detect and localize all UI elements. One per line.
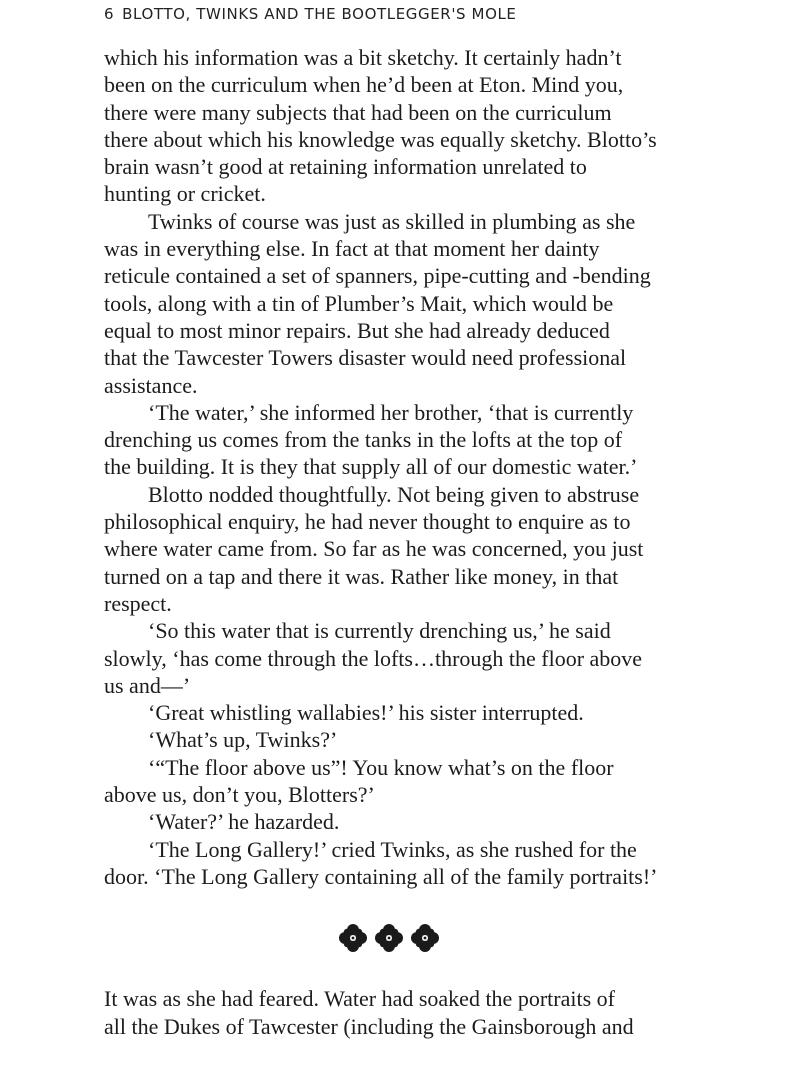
paragraph-2: Twinks of course was just as skilled in plumbing as she was in everything else. In fact at that moment her dainty reticule contained a set of spanners, pipe-cutting and -bending tools, along with a tin of Plumber’s Mait, which would be equal to most minor repairs. But she had already deduced that the Tawcester Towers disaster would need professional assistance. [104, 208, 651, 398]
paragraph-7: ‘What’s up, Twinks?’ [148, 727, 338, 753]
fleuron-mark [375, 924, 403, 952]
fleuron-icon [337, 922, 441, 954]
fleuron-mark [339, 924, 367, 952]
paragraph-5: ‘So this water that is currently drenching us,’ he said slowly, ‘has come through the lofts…through the floor above us and—’ [104, 618, 643, 698]
fleuron-mark [411, 924, 439, 952]
paragraph-9: ‘Water?’ he hazarded. [148, 809, 340, 835]
paragraph-11: It was as she had feared. Water had soaked the portraits of all the Dukes of Tawcester (including the Gainsborough and [104, 986, 634, 1039]
running-header [104, 5, 517, 23]
section-break-ornament [104, 890, 674, 985]
paragraph-10: ‘The Long Gallery!’ cried Twinks, as she rushed for the door. ‘The Long Gallery containing all of the family portraits!’ [104, 836, 658, 889]
paragraph-4: Blotto nodded thoughtfully. Not being given to abstruse philosophical enquiry, he had never thought to enquire as to where water came from. So far as he was concerned, you just turned on a tap and there it was. Rather like money, in that respect. [104, 481, 644, 616]
paragraph-3: ‘The water,’ she informed her brother, ‘that is currently drenching us comes from the tanks in the lofts at the top of the building. It is they that supply all of our domestic water.’ [104, 399, 638, 480]
body-text [104, 44, 674, 1040]
paragraph-6: ‘Great whistling wallabies!’ his sister interrupted. [148, 700, 584, 726]
running-title: BLOTTO, TWINKS AND THE BOOTLEGGER'S MOLE [122, 5, 517, 23]
page-number: 6 [104, 5, 115, 23]
paragraph-1: which his information was a bit sketchy. It certainly hadn’t been on the curriculum when he’d been at Eton. Mind you, there were many subjects that had been on the curriculum there about which his knowledge was equally sketchy. Blotto’s brain wasn’t good at retaining information unrelated to hunting or cricket. [104, 45, 657, 207]
paragraph-8: ‘“The floor above us”! You know what’s on the floor above us, don’t you, Blotters?’ [104, 754, 614, 808]
